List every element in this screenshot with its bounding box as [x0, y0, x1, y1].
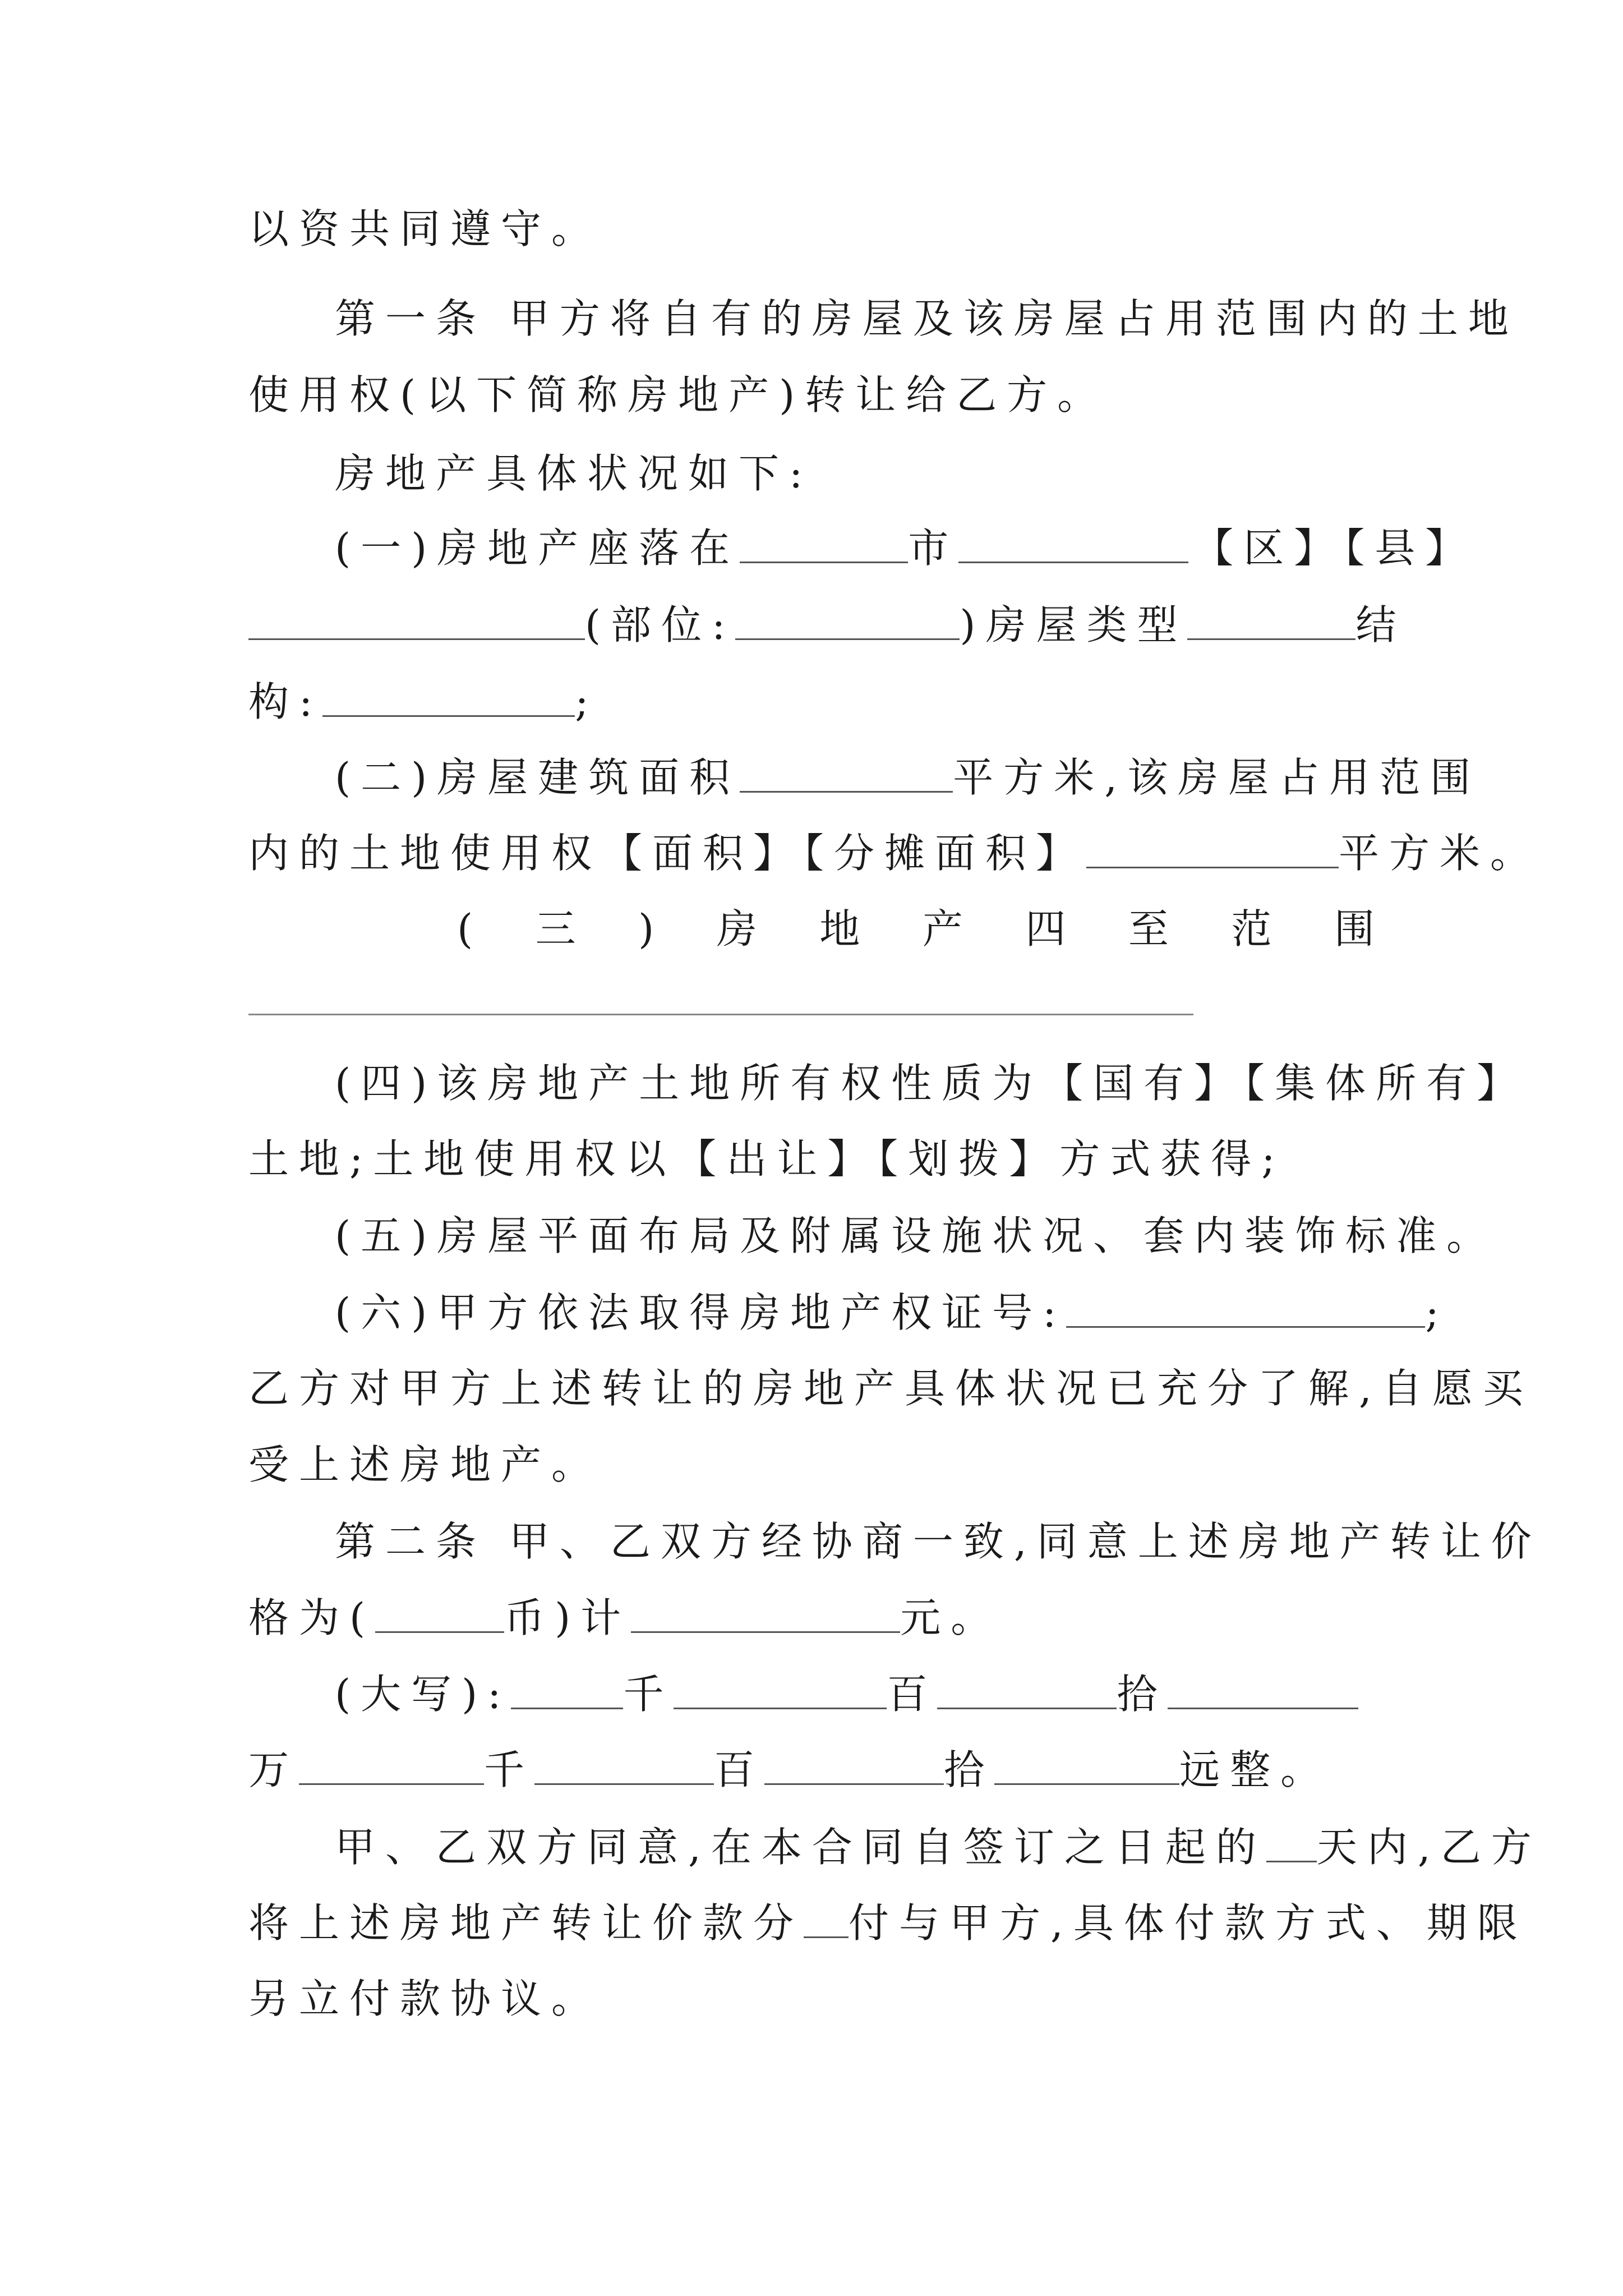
- text-span: 千: [484, 1746, 535, 1793]
- text-line: [335, 1282, 1449, 1343]
- text-span: 格为(: [248, 1594, 376, 1641]
- text-line: 使用权(以下简称房地产)转让给乙方。: [248, 371, 1108, 418]
- text-line: 以资共同遵守。: [248, 205, 602, 252]
- text-line: [248, 1892, 1528, 1954]
- text-line: 房地产具体状况如下:: [335, 450, 813, 497]
- blank-field[interactable]: [1266, 1819, 1317, 1862]
- text-line: 土地;土地使用权以【出让】【划拨】方式获得;: [248, 1135, 1285, 1182]
- text-line: [248, 1587, 1375, 1649]
- blank-field[interactable]: [958, 520, 1188, 563]
- text-line: [335, 747, 1481, 808]
- blank-field[interactable]: [937, 1666, 1117, 1709]
- text-line: [457, 898, 1375, 960]
- text-span: 天内,乙方: [1316, 1824, 1542, 1871]
- text-span: 拾: [1117, 1671, 1168, 1718]
- blank-field[interactable]: [994, 1742, 1179, 1785]
- text-span: 【区】【县】: [1193, 524, 1476, 572]
- text-span: 将上述房地产转让价款分: [248, 1899, 804, 1947]
- text-span: 万: [248, 1746, 299, 1793]
- text-line: 乙方对甲方上述转让的房地产具体状况已充分了解,自愿买: [248, 1365, 1533, 1412]
- text-span: 结: [1355, 601, 1407, 648]
- text-line: 另立付款协议。: [248, 1975, 602, 2022]
- text-line: [248, 1739, 1375, 1801]
- blank-line[interactable]: [248, 1014, 1193, 1015]
- text-span: 拾: [944, 1746, 995, 1793]
- text-line: [248, 594, 1407, 656]
- text-line: [335, 1663, 1375, 1725]
- text-line: [335, 517, 1476, 579]
- text-span: (二)房屋建筑面积: [335, 754, 740, 801]
- text-span: 远整。: [1179, 1746, 1331, 1793]
- text-span: (六)甲方依法取得房地产权证号:: [335, 1289, 1067, 1336]
- blank-field[interactable]: [1066, 1285, 1425, 1328]
- blank-field[interactable]: [735, 597, 960, 640]
- text-span: 元。: [900, 1594, 1002, 1641]
- text-char: 三: [535, 905, 576, 953]
- text-line: [335, 1816, 1542, 1878]
- text-span: 甲、乙双方同意,在本合同自签订之日起的: [335, 1824, 1266, 1871]
- text-line: (五)房屋平面布局及附属设施状况、套内装饰标准。: [335, 1212, 1497, 1259]
- text-span: 构:: [248, 678, 323, 725]
- text-char: 房: [716, 905, 757, 953]
- blank-field[interactable]: [631, 1590, 900, 1633]
- text-span: 市: [908, 524, 959, 572]
- text-char: 范: [1231, 905, 1272, 953]
- text-line: (四)该房地产土地所有权性质为【国有】【集体所有】: [335, 1060, 1528, 1107]
- text-span: (部位:: [585, 601, 736, 648]
- text-span: 币)计: [504, 1594, 631, 1641]
- text-span: (一)房地产座落在: [335, 524, 740, 572]
- blank-field[interactable]: [1168, 1666, 1358, 1709]
- blank-field[interactable]: [674, 1666, 887, 1709]
- blank-field[interactable]: [740, 520, 908, 563]
- text-span: 平方米。: [1339, 830, 1541, 877]
- text-span: 付与甲方,具体付款方式、期限: [849, 1899, 1528, 1947]
- text-char: 至: [1128, 905, 1169, 953]
- blank-field[interactable]: [804, 1895, 849, 1938]
- text-span: ;: [1425, 1289, 1449, 1336]
- text-char: 产: [922, 905, 963, 953]
- text-line: [248, 822, 1541, 884]
- blank-field[interactable]: [1086, 825, 1339, 868]
- text-line: [248, 671, 1375, 733]
- text-span: 平方米,该房屋占用范围: [953, 754, 1481, 801]
- text-span: ;: [575, 678, 599, 725]
- text-span: 百: [887, 1671, 938, 1718]
- text-char: 围: [1334, 905, 1375, 953]
- text-span: 内的土地使用权【面积】【分摊面积】: [248, 830, 1087, 877]
- blank-field[interactable]: [1187, 597, 1355, 640]
- article-2-line: 第二条 甲、乙双方经协商一致,同意上述房地产转让价: [335, 1518, 1542, 1565]
- blank-field[interactable]: [511, 1666, 623, 1709]
- text-span: (大写):: [335, 1671, 511, 1718]
- blank-field[interactable]: [534, 1742, 714, 1785]
- text-char: 四: [1025, 905, 1066, 953]
- article-1-line: 第一条 甲方将自有的房屋及该房屋占用范围内的土地: [335, 295, 1519, 342]
- text-span: 百: [714, 1746, 765, 1793]
- blank-field[interactable]: [299, 1742, 484, 1785]
- blank-field[interactable]: [322, 674, 575, 717]
- blank-field[interactable]: [764, 1742, 944, 1785]
- text-char: (: [457, 905, 473, 953]
- blank-field[interactable]: [375, 1590, 504, 1633]
- blank-field[interactable]: [248, 597, 585, 640]
- blank-field[interactable]: [740, 749, 953, 793]
- text-char: ): [638, 905, 654, 953]
- text-span: )房屋类型: [960, 601, 1188, 648]
- text-span: 千: [623, 1671, 674, 1718]
- text-line: 受上述房地产。: [248, 1441, 602, 1488]
- text-char: 地: [819, 905, 860, 953]
